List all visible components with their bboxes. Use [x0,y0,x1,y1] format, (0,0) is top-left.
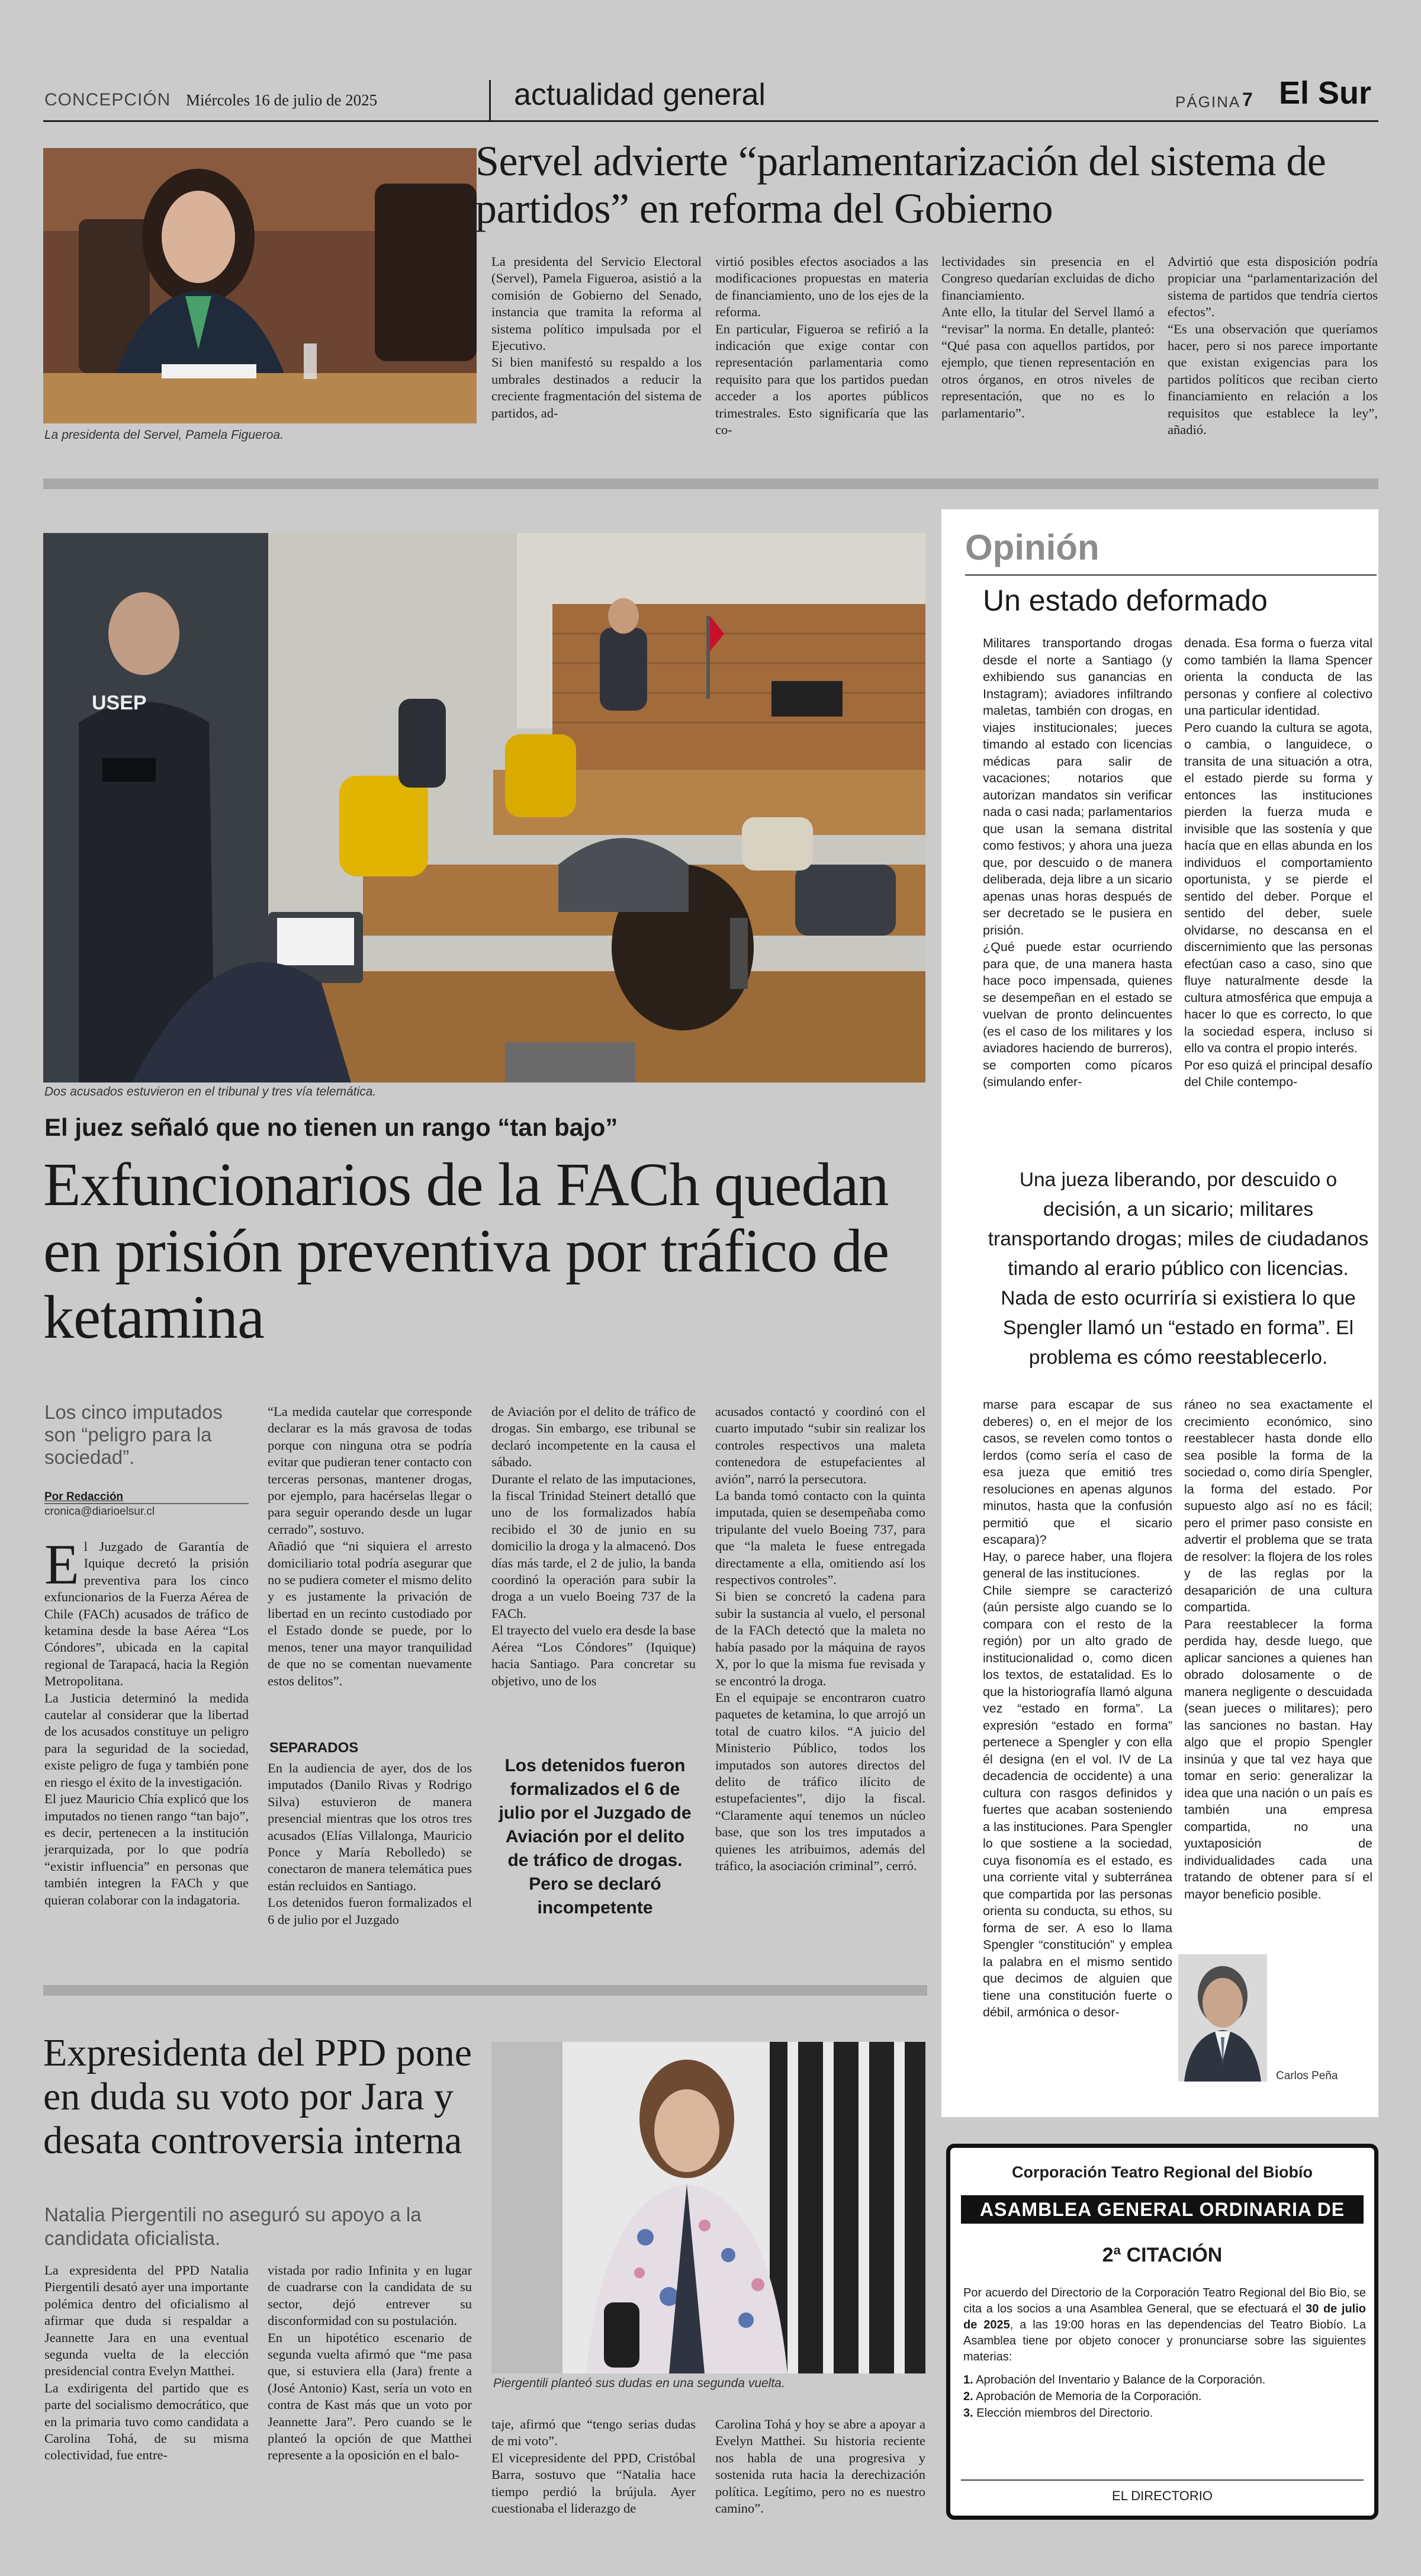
deck-fach: Los cinco imputados son “peligro para la sociedad”. [44,1401,223,1468]
notice-item [963,2405,1366,2421]
headline-fach: Exfuncionarios de la FACh quedan en prisión preventiva por tráfico de ketamina [43,1151,889,1351]
pullquote-fach: Los detenidos fueron formalizados el 6 de julio por el Juzgado de Aviación por el delito de tráfico de drogas. Pero se declaró incompetente [499,1756,692,1917]
notice-rule [961,2479,1364,2481]
servel-col-3: lectividades sin presencia en el Congreso quedarían excluidas de dicho financiamiento. Ante ello, la titular del Servel llamó a “revisar” la norma. En detalle, planteó: “Qué pasa con aquellos partidos, por ejemplo, que tienen representación en otros órganos, en otros niveles de representación, que no es lo parlamentario”. [941,254,1155,420]
photo-pamela-figueroa [43,148,477,423]
notice-item-num: 1. [963,2373,973,2387]
fach-col-2-bottom: En la audiencia de ayer, dos de los imputados (Danilo Rivas y Rodrigo Silva) estuvieron de manera presencial mientras que los otros tres acusados (Elías Villalonga, Mauricio Ponce y María Rebolledo) se conectaron de manera telemática pues están recluidos en Santiago. Los detenidos fueron formalizados el 6 de julio por el Juzgado [268,1761,472,1927]
brand-logo: El Sur [1279,75,1372,111]
ppd-col-2: vistada por radio Infinita y en lugar de cuadrarse con la candidata de su sector, dejó entrever su disconformidad con su postulación. En un hipotético escenario de segunda vuelta afirmó que “me pasa que, si estuviera ella (Jara) frente a (José Antonio) Kast, sería un voto en contra de Kast más que un voto por Jeannette Jara”. Pero cuando se le planteó la opción de que Matthei represente a la oposición en el balo- [268,2263,472,2463]
notice-signature: EL DIRECTORIO [1112,2488,1213,2503]
notice-banner: ASAMBLEA GENERAL ORDINARIA DE SOCIOS [961,2195,1364,2224]
byline-rule [44,1503,249,1504]
header-divider [489,80,491,120]
section-separator-2 [43,1985,927,1996]
photo-natalia-piergentili [491,2042,925,2373]
ppd-col-1: La expresidenta del PPD Natalia Piergentili desató ayer una importante polémica dentro del oficialismo al afirmar que duda si respaldar a Jeannette Jara en una eventual segunda vuelta de la elección presidencial contra Evelyn Matthei. La exdirigenta del partido que es parte del socialismo democrático, que en la primaria tuvo como candidata a Carolina Tohá, de su misma colectividad, fue entre- [44,2263,249,2463]
header-city: CONCEPCIÓN [44,90,171,110]
page-label: PÁGINA [1175,93,1241,111]
notice-item-text: Aprobación del Inventario y Balance de la Corporación. [976,2373,1266,2387]
author-photo [1178,1954,1267,2082]
notice-body [963,2285,1366,2365]
servel-col-4: Advirtió que esta disposición podría propiciar una “parlamentarización del sistema de partidos que tendría ciertos efectos”. “Es una observación que queríamos hacer, pero si nos parece importante que existan exigencias para los partidos políticos que reciban cierto financiamiento en relación a los requisitos que establece la ley”, añadió. [1168,254,1378,438]
opinion-title: Un estado deformado [983,584,1268,617]
opinion-col-3: marse para escapar de sus deberes) o, en el mejor de los casos, se revelen como tontos o lerdos (como sería el caso de esa jueza que emitió tres resoluciones en apenas algunos minutos, hasta que la confusión permitió que el sicario escapara)? Hay, o parece haber, una flojera general de las instituciones. Chile siempre se caracterizó (aún persiste algo cuando se lo compara con el resto de la región) por un alto grado de institucionalidad o, como dicen los textos, de estatalidad. Es lo que la historiografía llamó alguna vez “estado en forma”. La expresión “estado en forma” pertenece a Spengler y con ella él designa (en el vol. IV de La decadencia de occidente) a una cultura con rasgos definidos y fuertes que acaban sosteniendo a las instituciones. Para Spengler lo que sostiene a la sociedad, cuya fisonomía es el estado, es una corriente vital y subterránea que compartida por las personas orienta su conducta, su ethos, su forma de ser. A eso lo llama Spengler “constitución” y emplea la palabra en el mismo sentido que decimos de alguien que tiene una constitución fuerte o débil, armónica o desor- [983,1398,1172,2019]
caption-ppd: Piergentili planteó sus dudas en una segunda vuelta. [493,2376,785,2390]
section-separator [43,478,1378,489]
fach-col-4: acusados contactó y coordinó con el cuarto imputado “subir sin realizar los controles respectivos una maleta contenedora de estupefacientes al avión”, narró la persecutora. La banda tomó contacto con la quinta imputada, quien se desempeñaba como tripulante del vuelo Boeing 737, para que “la maleta le fuese entregada directamente a ella, omitiendo así los respectivos controles”. Si bien se concretó la cadena para subir la sustancia al vuelo, el personal de la FACh detectó que la maleta no había pasado por la máquina de rayos X, por lo que la misma fue revisada y se encontró la droga. En el equipaje se encontraron cuatro paquetes de ketamina, lo que arrojó un total de cuatro kilos. “A juicio del Ministerio Público, todos los imputados son autores directos del delito de tráfico ilícito de estupefacientes”, dijo la fiscal. “Claramente aquí tenemos un núcleo base, que son los tres imputados a quienes les atribuimos, además del tráfico, la asociación criminal”, cerró. [715,1404,925,1873]
fach-col-3-top: de Aviación por el delito de tráfico de drogas. Sin embargo, ese tribunal se declaró incompetente en la causa el sábado. Durante el relato de las imputaciones, la fiscal Trinidad Steinert detalló que uno de los formalizados había recibido el 30 de junio en su domicilio la droga y la almacenó. Dos días más tarde, el 2 de julio, la banda coordinó la operación para subir la droga a un vuelo Boeing 737 de la FACh. El trayecto del vuelo era desde la base Aérea “Los Cóndores” (Iquique) hacia Santiago. Para concretar su objetivo, uno de los [491,1404,696,1688]
notice-org: Corporación Teatro Regional del Biobío [1011,2163,1313,2181]
notice-box [946,2144,1378,2520]
ppd-col-3: taje, afirmó que “tengo serias dudas de mi voto”. El vicepresidente del PPD, Cristóbal Barra, sostuvo que “Natalia hace tiempo perdió la brújula. Ayer cuestionaba el liderazgo de [491,2417,696,2516]
notice-item-text: Elección miembros del Directorio. [976,2407,1153,2420]
ppd-col-4: Carolina Tohá y hoy se abre a apoyar a Evelyn Matthei. Su historia reciente nos habla de una progresiva y sostenida ruta hacia la derechización política. Legítimo, pero no es nuestro camino”. [715,2417,925,2516]
deck-ppd: Natalia Piergentili no aseguró su apoyo a la candidata oficialista. [44,2204,422,2249]
notice-items [963,2372,1366,2421]
notice-body-post: , a las 19:00 horas en las dependencias del Teatro Biobío. La Asamblea tiene por objeto conocer y pronunciarse sobre las siguientes materias: [963,2318,1366,2363]
header-rule [43,120,1378,122]
notice-item-num: 3. [963,2407,973,2420]
fach-col-2-top: “La medida cautelar que corresponde declarar es la más gravosa de todas porque con ninguna otra se podría evitar que pudieran tener contacto con terceras personas, mantener drogas, por ejemplo, para hacérselas llegar o para seguir operando desde un lugar cerrado”, sostuvo. Añadió que “ni siquiera el arresto domiciliario total podría asegurar que no se pudiera cometer el mismo delito y es justamente la privación de libertad en un recinto custodiado por el Estado donde se puede, por lo menos, tener una mayor tranquilidad de que no se comentan nuevamente estos delitos”. [268,1404,472,1688]
byline-fach: Por Redacción [44,1491,124,1503]
headline-ppd: Expresidenta del PPD pone en duda su voto por Jara y desata controversia interna [43,2031,472,2162]
page-number: 7 [1242,89,1253,110]
servel-col-1: La presidenta del Servicio Electoral (Servel), Pamela Figueroa, asistió a la comisión de Gobierno del Senado, instancia que tramita la reforma al sistema político impulsada por el Ejecutivo. Si bien manifestó su respaldo a los umbrales destinados a reducir la creciente fragmentación del sistema de partidos, ad- [491,254,702,420]
notice-title: 2ª CITACIÓN [1102,2244,1223,2266]
fach-col-1: El Juzgado de Garantía de Iquique decretó la prisión preventiva para los cinco exfuncionarios de la Fuerza Aérea de Chile (FACh) acusados de tráfico de ketamina desde la base Aérea “Los Cóndores”, ubicada en la capital regional de Tarapacá, hacia la Región Metropolitana. La Justicia determinó la medida cautelar al considerar que la libertad de los acusados constituye un peligro para la seguridad de la sociedad, existe peligro de fuga y también pone en riesgo el éxito de la investigación. El juez Mauricio Chía explicó que los imputados no tienen rango “tan bajo”, es decir, pertenecen a la institución jerarquizada, por lo que podría “existir influencia” en personas que también integren la FACh y que quieran colaborar con la indagatoria. [44,1533,249,1907]
notice-item [963,2388,1366,2405]
opinion-pullquote: Una jueza liberando, por descuido o decisión, a un sicario; militares transportando drogas; miles de ciudadanos timando al erario público con licencias. Nada de esto ocurriría si existiera lo que Spengler llamó un “estado en forma”. El problema es cómo reestablecerlo. [988,1169,1369,1369]
headline-servel: Servel advierte “parlamentarización del sistema de partidos” en reforma del Gobierno [475,137,1326,232]
notice-body-pre: Por acuerdo del Directorio de la Corporación Teatro Regional del Bio Bio, se cita a los socios a una Asamblea General, que se efectuará el [963,2286,1366,2315]
opinion-label-rule [965,574,1377,576]
opinion-col-4: ráneo no sea exactamente el crecimiento económico, sino reestablecer hasta donde ello sea posible la forma de la sociedad o, como diría Spengler, la forma del estado. Por supuesto algo así no es fácil; pero el primer paso consiste en advertir el problema que se trata de resolver: la flojera de los roles y de las reglas por la desaparición de una cultura compartida. Para reestablecer la forma perdida hay, desde luego, que aplicar sanciones a quienes han obrado dolosamente o de manera negligente o descuidada (sean jueces o militares); pero las sanciones no bastan. Hay algo que el propio Spengler insinúa y que tal vez haya que tomar en serio: generalizar la idea que una nación o un país es también una empresa compartida, no una yuxtaposición de individualidades cada una tratando de obtener para sí el mayor beneficio posible. [1184,1398,1372,1902]
photo-courtroom [43,533,925,1083]
email-fach: cronica@diarioelsur.cl [44,1505,155,1518]
opinion-col-2: denada. Esa forma o fuerza vital como también la llama Spencer orienta la conducta de las personas y confiere al colectivo una particular identidad. Pero cuando la cultura se agota, o cambia, o languidece, o transita de una situación a otra, el estado pierde su forma y entonces las instituciones pierden la fuerza muda e invisible que las sostenía y que hacía que en ellas abunda en los individuos el comportamiento oportunista, y se pierde el sentido del deber. Porque el sentido del deber, suele olvidarse, no descansa en el discernimiento que las personas efectúan caso a caso, sino que fluye naturalmente desde la cultura atmosférica que empuja a hacer lo que es correcto, lo que la sociedad espera, incluso si ello va contra el propio interés. Por eso quizá el principal desafío del Chile contempo- [1184,636,1372,1089]
servel-col-2: virtió posibles efectos asociados a las modificaciones propuestas en materia de financiamiento, uno de los ejes de la reforma. En particular, Figueroa se refirió a la indicación que exige contar con representación parlamentaria como requisito para que los partidos puedan acceder a los aportes públicos trimestrales. Esto significaría que las co- [715,254,928,438]
opinion-col-1: Militares transportando drogas desde el norte a Santiago (y exhibiendo sus ganancias en Instagram); aviadores infiltrando maletas, también con drogas, en viajes institucionales; jueces timando al estado con licencias médicas para salir de vacaciones; notarios que autorizan mandatos sin verificar nada o casi nada; parlamentarios que usan la semana distrital como festivos; y ahora una jueza que, por descuido o de manera deliberada, deja libre a un sicario apenas unas horas después de ser decretado se le pusiera en prisión. ¿Qué puede estar ocurriendo para que, de una manera hasta hace poco impensada, quienes se desempeñan en el estado se vuelvan de pronto delincuentes (es el caso de los militares y los aviadores haciendo de burreros), se comporten como pícaros (simulando enfer- [983,636,1172,1089]
caption-servel: La presidenta del Servel, Pamela Figueroa. [44,428,284,442]
kicker-fach: El juez señaló que no tienen un rango “tan bajo” [44,1113,618,1141]
section-title: actualidad general [514,78,766,112]
notice-item [963,2372,1366,2388]
notice-item-text: Aprobación de Memoria de la Corporación. [976,2390,1202,2403]
notice-item-num: 2. [963,2390,973,2403]
notice-body-date: 30 de julio de 2025 [963,2302,1366,2331]
author-name: Carlos Peña [1276,2070,1338,2082]
photo-badge-usep: USEP [92,692,147,714]
header-date: Miércoles 16 de julio de 2025 [186,91,378,109]
subhead-separados: SEPARADOS [269,1740,359,1756]
opinion-section-label: Opinión [965,528,1099,567]
caption-courtroom: Dos acusados estuvieron en el tribunal y tres vía telemática. [44,1085,377,1099]
